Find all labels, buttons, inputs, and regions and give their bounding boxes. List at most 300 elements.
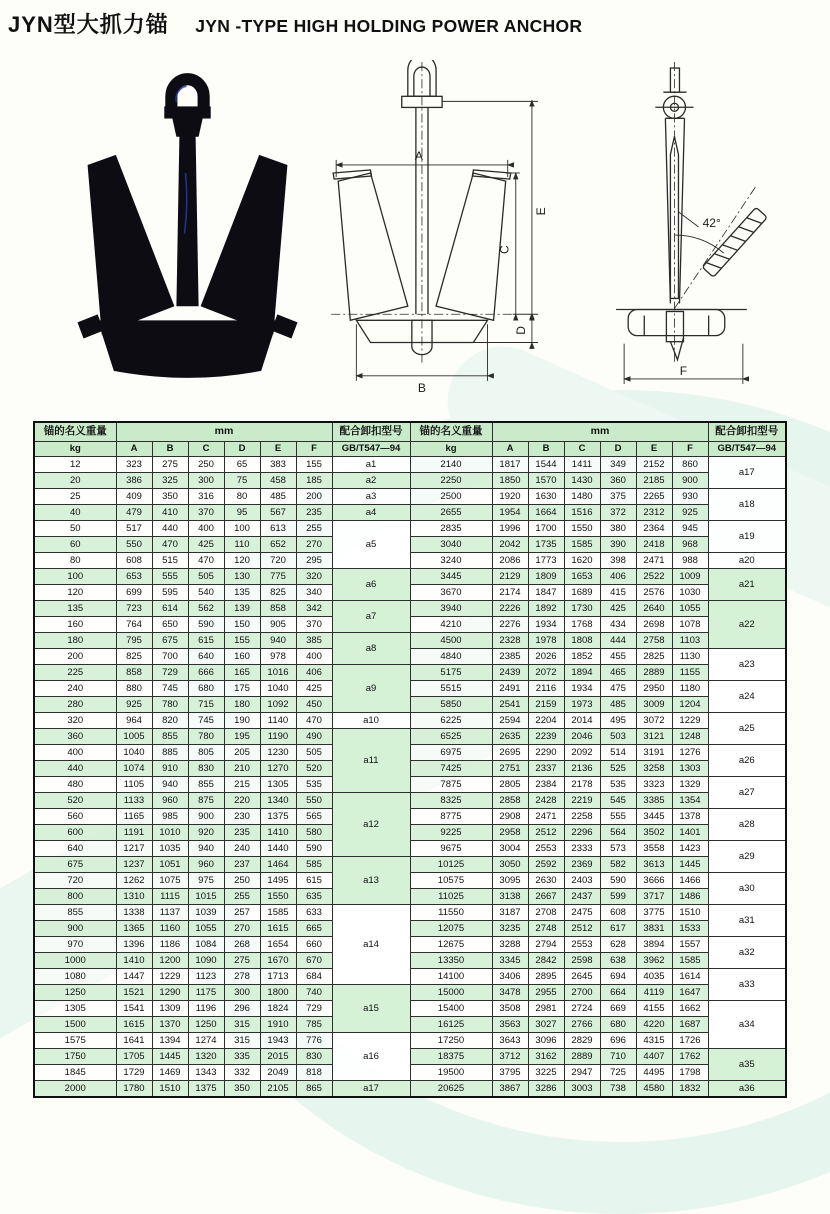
right-dim-cell: 2046 xyxy=(564,729,600,745)
right-dim-cell: 1978 xyxy=(528,633,564,649)
left-dim-cell: 2105 xyxy=(260,1081,296,1098)
right-dim-cell: 1229 xyxy=(672,713,708,729)
right-dim-cell: 475 xyxy=(600,681,636,697)
left-dim-cell: 1015 xyxy=(188,889,224,905)
table-row xyxy=(34,489,786,505)
left-weight-cell: 1000 xyxy=(34,953,116,969)
left-dim-cell: 590 xyxy=(296,841,332,857)
right-dim-cell: 590 xyxy=(600,873,636,889)
left-dim-cell: 100 xyxy=(224,521,260,537)
right-dim-cell: 2328 xyxy=(492,633,528,649)
right-dim-cell: 2042 xyxy=(492,537,528,553)
left-shackle-cell: a15 xyxy=(332,985,410,1033)
dim-label-d: D xyxy=(513,326,528,335)
right-dim-cell: 2576 xyxy=(636,585,672,601)
right-dim-cell: 2724 xyxy=(564,1001,600,1017)
table-row xyxy=(34,857,786,873)
table-row xyxy=(34,1017,786,1033)
right-dim-cell: 1329 xyxy=(672,777,708,793)
left-dim-cell: 505 xyxy=(188,569,224,585)
left-dim-cell: 1123 xyxy=(188,969,224,985)
left-shackle-cell: a12 xyxy=(332,793,410,857)
right-weight-cell: 14100 xyxy=(410,969,492,985)
right-dim-cell: 3445 xyxy=(636,809,672,825)
anchor-photo-svg xyxy=(70,62,305,387)
right-dim-cell: 2645 xyxy=(564,969,600,985)
left-dim-cell: 1824 xyxy=(260,1001,296,1017)
left-dim-cell: 805 xyxy=(188,745,224,761)
left-dim-cell: 75 xyxy=(224,473,260,489)
right-dim-cell: 2129 xyxy=(492,569,528,585)
left-weight-cell: 1250 xyxy=(34,985,116,1001)
right-dim-cell: 3563 xyxy=(492,1017,528,1033)
left-dim-cell: 490 xyxy=(296,729,332,745)
right-dim-cell: 2185 xyxy=(636,473,672,489)
left-dim-cell: 1615 xyxy=(116,1017,152,1033)
right-dim-cell: 4220 xyxy=(636,1017,672,1033)
right-dim-cell: 2829 xyxy=(564,1033,600,1049)
right-dim-cell: 1847 xyxy=(528,585,564,601)
left-dim-cell: 615 xyxy=(188,633,224,649)
right-dim-cell: 669 xyxy=(600,1001,636,1017)
left-dim-cell: 1274 xyxy=(188,1033,224,1049)
left-dim-cell: 780 xyxy=(152,697,188,713)
right-dim-cell: 1276 xyxy=(672,745,708,761)
left-dim-cell: 880 xyxy=(116,681,152,697)
table-row xyxy=(34,569,786,585)
right-shackle-cell: a33 xyxy=(708,969,786,1001)
right-dim-cell: 3009 xyxy=(636,697,672,713)
left-weight-cell: 970 xyxy=(34,937,116,953)
right-dim-cell: 390 xyxy=(600,537,636,553)
right-shackle-cell: a26 xyxy=(708,745,786,777)
left-dim-cell: 1305 xyxy=(260,777,296,793)
left-dim-cell: 614 xyxy=(152,601,188,617)
left-dim-cell: 940 xyxy=(260,633,296,649)
right-dim-cell: 1973 xyxy=(564,697,600,713)
left-dim-cell: 960 xyxy=(152,793,188,809)
right-dim-cell: 860 xyxy=(672,457,708,473)
left-dim-cell: 120 xyxy=(224,553,260,569)
left-dim-cell: 720 xyxy=(260,553,296,569)
right-shackle-header: 配合卸扣型号 xyxy=(708,422,786,442)
right-weight-cell: 3670 xyxy=(410,585,492,601)
right-dim-cell: 2239 xyxy=(528,729,564,745)
left-dim-cell: 250 xyxy=(188,457,224,473)
right-dim-cell: 1430 xyxy=(564,473,600,489)
left-dim-cell: 1464 xyxy=(260,857,296,873)
left-dim-cell: 1800 xyxy=(260,985,296,1001)
right-dim-cell: 1533 xyxy=(672,921,708,937)
right-dim-cell: 2471 xyxy=(528,809,564,825)
table-row xyxy=(34,921,786,937)
right-dim-cell: 2908 xyxy=(492,809,528,825)
right-weight-cell: 20625 xyxy=(410,1081,492,1098)
left-col-d: D xyxy=(224,442,260,457)
left-dim-cell: 1340 xyxy=(260,793,296,809)
table-row xyxy=(34,601,786,617)
left-dim-cell: 300 xyxy=(224,985,260,1001)
left-dim-cell: 964 xyxy=(116,713,152,729)
left-dim-cell: 1084 xyxy=(188,937,224,953)
right-dim-cell: 1445 xyxy=(672,857,708,873)
spec-table xyxy=(33,421,787,1098)
right-dim-cell: 694 xyxy=(600,969,636,985)
right-dim-cell: 3478 xyxy=(492,985,528,1001)
left-dim-cell: 1910 xyxy=(260,1017,296,1033)
right-dim-cell: 1664 xyxy=(528,505,564,521)
right-dim-cell: 1894 xyxy=(564,665,600,681)
left-weight-cell: 200 xyxy=(34,649,116,665)
anchor-side-view-svg xyxy=(572,62,797,394)
right-dim-cell: 1480 xyxy=(564,489,600,505)
left-dim-cell: 296 xyxy=(224,1001,260,1017)
left-dim-cell: 1309 xyxy=(152,1001,188,1017)
right-dim-cell: 925 xyxy=(672,505,708,521)
right-dim-cell: 415 xyxy=(600,585,636,601)
right-shackle-cell: a32 xyxy=(708,937,786,969)
left-shackle-std: GB/T547—94 xyxy=(332,442,410,457)
right-dim-cell: 2491 xyxy=(492,681,528,697)
right-weight-unit: kg xyxy=(410,442,492,457)
right-weight-cell: 5850 xyxy=(410,697,492,713)
left-dim-cell: 975 xyxy=(188,873,224,889)
right-dim-cell: 738 xyxy=(600,1081,636,1098)
table-row xyxy=(34,585,786,601)
right-dim-cell: 1620 xyxy=(564,553,600,569)
left-weight-cell: 600 xyxy=(34,825,116,841)
left-dim-cell: 200 xyxy=(296,489,332,505)
left-dim-cell: 270 xyxy=(224,921,260,937)
dim-label-c: C xyxy=(497,245,512,255)
right-dim-cell: 2384 xyxy=(528,777,564,793)
right-dim-cell: 2312 xyxy=(636,505,672,521)
right-dim-cell: 425 xyxy=(600,601,636,617)
right-shackle-cell: a34 xyxy=(708,1001,786,1049)
left-weight-cell: 1080 xyxy=(34,969,116,985)
right-dim-cell: 3962 xyxy=(636,953,672,969)
left-dim-cell: 825 xyxy=(260,585,296,601)
left-dim-cell: 1191 xyxy=(116,825,152,841)
left-dim-cell: 633 xyxy=(296,905,332,921)
right-dim-cell: 2708 xyxy=(528,905,564,921)
left-col-c: C xyxy=(188,442,224,457)
left-shackle-cell: a16 xyxy=(332,1033,410,1081)
fluke-angle-label: 42° xyxy=(702,215,721,230)
right-dim-cell: 2403 xyxy=(564,873,600,889)
right-dim-cell: 564 xyxy=(600,825,636,841)
table-row xyxy=(34,1001,786,1017)
right-dim-cell: 2159 xyxy=(528,697,564,713)
right-dim-cell: 1730 xyxy=(564,601,600,617)
left-dim-cell: 320 xyxy=(296,569,332,585)
right-dim-cell: 2296 xyxy=(564,825,600,841)
left-weight-cell: 100 xyxy=(34,569,116,585)
left-dim-cell: 135 xyxy=(224,585,260,601)
table-row xyxy=(34,681,786,697)
left-dim-cell: 1010 xyxy=(152,825,188,841)
table-row xyxy=(34,873,786,889)
right-shackle-cell: a31 xyxy=(708,905,786,937)
left-dim-cell: 785 xyxy=(296,1017,332,1033)
left-dim-cell: 485 xyxy=(260,489,296,505)
right-dim-cell: 1303 xyxy=(672,761,708,777)
left-dim-cell: 515 xyxy=(152,553,188,569)
left-dim-cell: 550 xyxy=(116,537,152,553)
dim-label-f: F xyxy=(679,363,688,378)
left-weight-cell: 900 xyxy=(34,921,116,937)
right-dim-cell: 3288 xyxy=(492,937,528,953)
right-shackle-cell: a24 xyxy=(708,681,786,713)
right-dim-cell: 2276 xyxy=(492,617,528,633)
left-dim-cell: 1196 xyxy=(188,1001,224,1017)
table-header-row-1 xyxy=(34,422,786,442)
right-dim-cell: 988 xyxy=(672,553,708,569)
right-dim-cell: 2174 xyxy=(492,585,528,601)
left-weight-cell: 400 xyxy=(34,745,116,761)
left-dim-cell: 450 xyxy=(296,697,332,713)
left-dim-cell: 825 xyxy=(116,649,152,665)
left-dim-cell: 820 xyxy=(152,713,188,729)
right-dim-cell: 1762 xyxy=(672,1049,708,1065)
right-dim-cell: 3666 xyxy=(636,873,672,889)
table-row xyxy=(34,457,786,473)
left-dim-cell: 653 xyxy=(116,569,152,585)
left-dim-cell: 670 xyxy=(296,953,332,969)
left-dim-cell: 865 xyxy=(296,1081,332,1098)
right-dim-cell: 1934 xyxy=(564,681,600,697)
right-dim-cell: 3613 xyxy=(636,857,672,873)
left-weight-cell: 120 xyxy=(34,585,116,601)
right-weight-cell: 2655 xyxy=(410,505,492,521)
dim-label-a: A xyxy=(414,148,423,163)
right-dim-cell: 638 xyxy=(600,953,636,969)
right-dim-cell: 1768 xyxy=(564,617,600,633)
right-weight-cell: 3940 xyxy=(410,601,492,617)
left-dim-cell: 700 xyxy=(152,649,188,665)
left-dim-cell: 1005 xyxy=(116,729,152,745)
left-dim-cell: 635 xyxy=(296,889,332,905)
left-dim-cell: 370 xyxy=(296,617,332,633)
anchor-photo xyxy=(70,62,305,392)
right-dim-cell: 900 xyxy=(672,473,708,489)
table-row xyxy=(34,697,786,713)
right-dim-cell: 545 xyxy=(600,793,636,809)
right-shackle-cell: a17 xyxy=(708,457,786,489)
right-dim-cell: 444 xyxy=(600,633,636,649)
left-dim-cell: 425 xyxy=(296,681,332,697)
right-weight-cell: 8775 xyxy=(410,809,492,825)
right-dim-cell: 2437 xyxy=(564,889,600,905)
right-dim-cell: 2226 xyxy=(492,601,528,617)
right-dim-cell: 1103 xyxy=(672,633,708,649)
right-dim-cell: 2592 xyxy=(528,857,564,873)
right-weight-cell: 10575 xyxy=(410,873,492,889)
table-row xyxy=(34,937,786,953)
left-dim-cell: 1140 xyxy=(260,713,296,729)
left-dim-cell: 1469 xyxy=(152,1065,188,1081)
left-dim-cell: 665 xyxy=(296,921,332,937)
left-dim-cell: 1521 xyxy=(116,985,152,1001)
right-weight-cell: 2835 xyxy=(410,521,492,537)
table-row xyxy=(34,473,786,489)
left-dim-cell: 257 xyxy=(224,905,260,921)
left-dim-cell: 1615 xyxy=(260,921,296,937)
left-weight-cell: 720 xyxy=(34,873,116,889)
right-weight-cell: 2140 xyxy=(410,457,492,473)
left-dim-cell: 275 xyxy=(152,457,188,473)
right-weight-cell: 5515 xyxy=(410,681,492,697)
left-dim-cell: 315 xyxy=(224,1033,260,1049)
left-dim-cell: 660 xyxy=(296,937,332,953)
left-dim-cell: 590 xyxy=(188,617,224,633)
left-weight-cell: 855 xyxy=(34,905,116,921)
left-dim-cell: 1075 xyxy=(152,873,188,889)
right-dim-cell: 380 xyxy=(600,521,636,537)
right-dim-cell: 3072 xyxy=(636,713,672,729)
right-dim-cell: 4580 xyxy=(636,1081,672,1098)
right-dim-cell: 1204 xyxy=(672,697,708,713)
left-weight-cell: 640 xyxy=(34,841,116,857)
table-row xyxy=(34,809,786,825)
right-dim-cell: 1817 xyxy=(492,457,528,473)
right-weight-cell: 3040 xyxy=(410,537,492,553)
right-dim-cell: 3027 xyxy=(528,1017,564,1033)
right-dim-cell: 1510 xyxy=(672,905,708,921)
left-weight-cell: 25 xyxy=(34,489,116,505)
left-weight-cell: 180 xyxy=(34,633,116,649)
left-dim-cell: 180 xyxy=(224,697,260,713)
left-dim-cell: 1780 xyxy=(116,1081,152,1098)
left-dim-cell: 409 xyxy=(116,489,152,505)
right-dim-cell: 1798 xyxy=(672,1065,708,1081)
left-dim-cell: 745 xyxy=(152,681,188,697)
right-dim-cell: 2889 xyxy=(564,1049,600,1065)
right-weight-cell: 17250 xyxy=(410,1033,492,1049)
right-weight-cell: 5175 xyxy=(410,665,492,681)
left-shackle-cell: a9 xyxy=(332,665,410,713)
right-weight-cell: 6225 xyxy=(410,713,492,729)
right-col-d: D xyxy=(600,442,636,457)
left-dim-cell: 978 xyxy=(260,649,296,665)
left-dim-cell: 332 xyxy=(224,1065,260,1081)
left-dim-cell: 920 xyxy=(188,825,224,841)
right-dim-cell: 3187 xyxy=(492,905,528,921)
left-dim-cell: 335 xyxy=(224,1049,260,1065)
left-dim-cell: 555 xyxy=(152,569,188,585)
right-dim-cell: 1378 xyxy=(672,809,708,825)
left-dim-cell: 684 xyxy=(296,969,332,985)
left-dim-cell: 875 xyxy=(188,793,224,809)
right-dim-cell: 599 xyxy=(600,889,636,905)
right-dim-cell: 2439 xyxy=(492,665,528,681)
right-weight-cell: 3445 xyxy=(410,569,492,585)
right-dim-cell: 1662 xyxy=(672,1001,708,1017)
left-shackle-cell: a1 xyxy=(332,457,410,473)
left-dim-cell: 325 xyxy=(152,473,188,489)
right-dim-cell: 2522 xyxy=(636,569,672,585)
right-dim-cell: 406 xyxy=(600,569,636,585)
left-dim-cell: 1186 xyxy=(152,937,188,953)
right-dim-cell: 1687 xyxy=(672,1017,708,1033)
left-col-f: F xyxy=(296,442,332,457)
left-dim-cell: 350 xyxy=(152,489,188,505)
right-dim-cell: 2475 xyxy=(564,905,600,921)
left-dim-cell: 640 xyxy=(188,649,224,665)
left-dim-cell: 470 xyxy=(188,553,224,569)
left-shackle-header: 配合卸扣型号 xyxy=(332,422,410,442)
right-weight-cell: 6525 xyxy=(410,729,492,745)
right-col-f: F xyxy=(672,442,708,457)
table-row xyxy=(34,825,786,841)
left-dim-cell: 155 xyxy=(224,633,260,649)
right-dim-cell: 1486 xyxy=(672,889,708,905)
table-row xyxy=(34,649,786,665)
right-dim-cell: 398 xyxy=(600,553,636,569)
right-dim-cell: 2667 xyxy=(528,889,564,905)
left-dim-cell: 205 xyxy=(224,745,260,761)
left-dim-cell: 858 xyxy=(116,665,152,681)
left-dim-cell: 1370 xyxy=(152,1017,188,1033)
table-row xyxy=(34,841,786,857)
right-dim-cell: 2512 xyxy=(564,921,600,937)
left-col-a: A xyxy=(116,442,152,457)
left-dim-cell: 675 xyxy=(152,633,188,649)
left-dim-cell: 470 xyxy=(152,537,188,553)
right-shackle-cell: a29 xyxy=(708,841,786,873)
left-dim-cell: 195 xyxy=(224,729,260,745)
table-row xyxy=(34,745,786,761)
right-weight-cell: 9675 xyxy=(410,841,492,857)
right-dim-cell: 1647 xyxy=(672,985,708,1001)
left-dim-cell: 940 xyxy=(188,841,224,857)
table-row xyxy=(34,777,786,793)
left-weight-cell: 160 xyxy=(34,617,116,633)
left-dim-cell: 1320 xyxy=(188,1049,224,1065)
left-weight-cell: 1500 xyxy=(34,1017,116,1033)
left-dim-cell: 517 xyxy=(116,521,152,537)
right-dim-cell: 2541 xyxy=(492,697,528,713)
left-dim-cell: 1343 xyxy=(188,1065,224,1081)
left-dim-cell: 425 xyxy=(188,537,224,553)
right-weight-cell: 18375 xyxy=(410,1049,492,1065)
left-dim-cell: 1375 xyxy=(260,809,296,825)
left-shackle-cell: a4 xyxy=(332,505,410,521)
right-dim-cell: 2766 xyxy=(564,1017,600,1033)
right-dim-cell: 1630 xyxy=(528,489,564,505)
right-dim-cell: 1557 xyxy=(672,937,708,953)
left-dim-cell: 1365 xyxy=(116,921,152,937)
table-row xyxy=(34,985,786,1001)
left-dim-cell: 350 xyxy=(224,1081,260,1098)
right-dim-cell: 2512 xyxy=(528,825,564,841)
left-dim-cell: 818 xyxy=(296,1065,332,1081)
left-dim-cell: 608 xyxy=(116,553,152,569)
right-dim-cell: 3867 xyxy=(492,1081,528,1098)
right-dim-cell: 2014 xyxy=(564,713,600,729)
right-dim-cell: 2958 xyxy=(492,825,528,841)
left-dim-cell: 1943 xyxy=(260,1033,296,1049)
left-dim-cell: 729 xyxy=(152,665,188,681)
left-dim-cell: 410 xyxy=(152,505,188,521)
right-dim-cell: 3795 xyxy=(492,1065,528,1081)
right-dim-cell: 1401 xyxy=(672,825,708,841)
right-weight-cell: 16125 xyxy=(410,1017,492,1033)
left-dim-cell: 540 xyxy=(188,585,224,601)
table-row xyxy=(34,665,786,681)
left-dim-cell: 905 xyxy=(260,617,296,633)
right-dim-cell: 1180 xyxy=(672,681,708,697)
